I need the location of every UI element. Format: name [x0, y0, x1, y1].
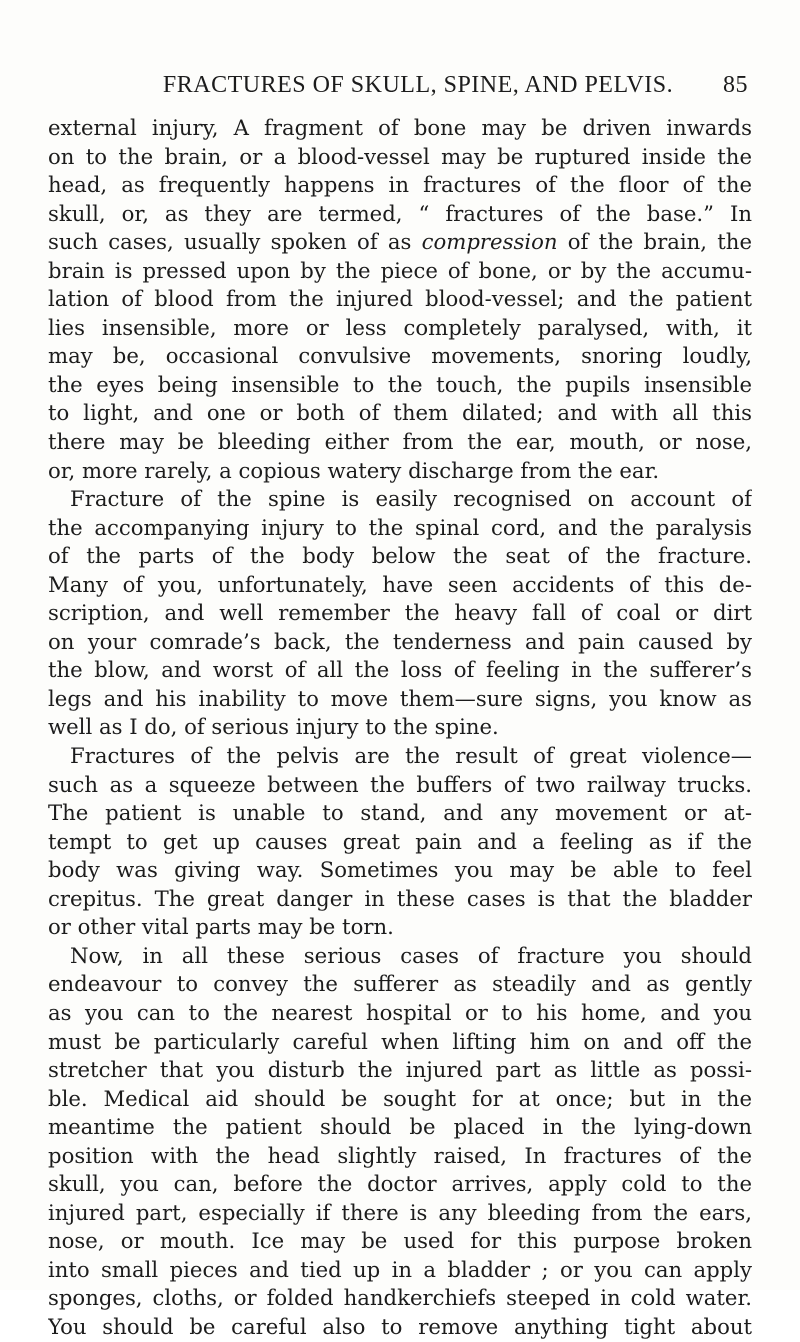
- text-line: into small pieces and tied up in a bladder ; or you can apply: [48, 1256, 752, 1282]
- text-line: may be, occasional convulsive movements, snoring loudly,: [48, 343, 752, 369]
- text-line: lies insensible, more or less completely paralysed, with, it: [48, 314, 752, 340]
- text-line: skull, you can, before the doctor arrives, apply cold to the: [48, 1171, 752, 1197]
- text-line: of the parts of the body below the seat of the fracture.: [48, 543, 752, 569]
- text-line: as you can to the nearest hospital or to his home, and you: [48, 999, 752, 1025]
- paragraph: [48, 742, 752, 942]
- text-line: tempt to get up causes great pain and a feeling as if the: [48, 828, 752, 854]
- text-line: external injury, A fragment of bone may be driven inwards: [48, 115, 752, 140]
- text-line: scription, and well remember the heavy fall of coal or dirt: [48, 600, 752, 626]
- text-line: there may be bleeding either from the ear, mouth, or nose,: [48, 429, 752, 455]
- text-line: brain is pressed upon by the piece of bone, or by the accumu-: [48, 257, 752, 283]
- italic-term: compression: [421, 229, 558, 255]
- text-line: well as I do, of serious injury to the spine.: [48, 714, 499, 740]
- paragraph: [48, 114, 752, 485]
- text-line: Many of you, unfortunately, have seen accidents of this de-: [48, 571, 752, 597]
- text-line: the accompanying injury to the spinal cord, and the paralysis: [48, 514, 752, 540]
- text-line: head, as frequently happens in fractures of the floor of the: [48, 172, 752, 198]
- text-line: the eyes being insensible to the touch, the pupils insensible: [48, 371, 752, 397]
- text-line: or, more rarely, a copious watery discharge from the ear.: [48, 457, 660, 483]
- text-line: to light, and one or both of them dilated; and with all this: [48, 400, 752, 426]
- text-line: stretcher that you disturb the injured part as little as possi-: [48, 1057, 752, 1083]
- text-line: lation of blood from the injured blood-vessel; and the patient: [48, 286, 752, 312]
- text-line: legs and his inability to move them—sure signs, you know as: [48, 685, 752, 711]
- text-line: such cases, usually spoken of as compression of the brain, the: [48, 229, 752, 255]
- text-line: Fractures of the pelvis are the result of great violence—: [70, 743, 752, 769]
- text-line: skull, or, as they are termed, “ fractures of the base.” In: [48, 200, 752, 226]
- text-line: crepitus. The great danger in these cases is that the bladder: [48, 885, 752, 911]
- text-line: nose, or mouth. Ice may be used for this purpose broken: [48, 1228, 752, 1254]
- text-line: such as a squeeze between the buffers of two railway trucks.: [48, 771, 752, 797]
- text-line: on your comrade’s back, the tenderness and pain caused by: [48, 628, 752, 654]
- chapter-title: FRACTURES OF SKULL, SPINE, AND PELVIS.: [162, 72, 674, 98]
- text-line: Now, in all these serious cases of fracture you should: [70, 942, 752, 968]
- page-number: 85: [723, 72, 748, 98]
- text-line: body was giving way. Sometimes you may be able to feel: [48, 857, 752, 883]
- paragraph: [48, 485, 752, 742]
- paragraph: [48, 942, 752, 1342]
- text-line: ble. Medical aid should be sought for at once; but in the: [48, 1085, 752, 1111]
- running-head: [48, 72, 748, 106]
- text-line: position with the head slightly raised, In fractures of the: [48, 1142, 752, 1168]
- text-line: on to the brain, or a blood-vessel may be ruptured inside the: [48, 143, 752, 169]
- text-line: The patient is unable to stand, and any movement or at-: [48, 800, 752, 826]
- text-line: meantime the patient should be placed in the lying-down: [48, 1114, 752, 1140]
- text-line: the blow, and worst of all the loss of feeling in the sufferer’s: [48, 657, 752, 683]
- text-line: must be particularly careful when lifting him on and off the: [48, 1028, 752, 1054]
- body-text: [48, 114, 752, 1342]
- text-line: sponges, cloths, or folded handkerchiefs steeped in cold water.: [48, 1285, 752, 1311]
- text-line: injured part, especially if there is any bleeding from the ears,: [48, 1199, 752, 1225]
- text-line: or other vital parts may be torn.: [48, 914, 394, 940]
- text-line: You should be careful also to remove anything tight about: [48, 1313, 752, 1339]
- text-line: endeavour to convey the sufferer as steadily and as gently: [48, 971, 752, 997]
- text-line: Fracture of the spine is easily recognised on account of: [70, 486, 752, 512]
